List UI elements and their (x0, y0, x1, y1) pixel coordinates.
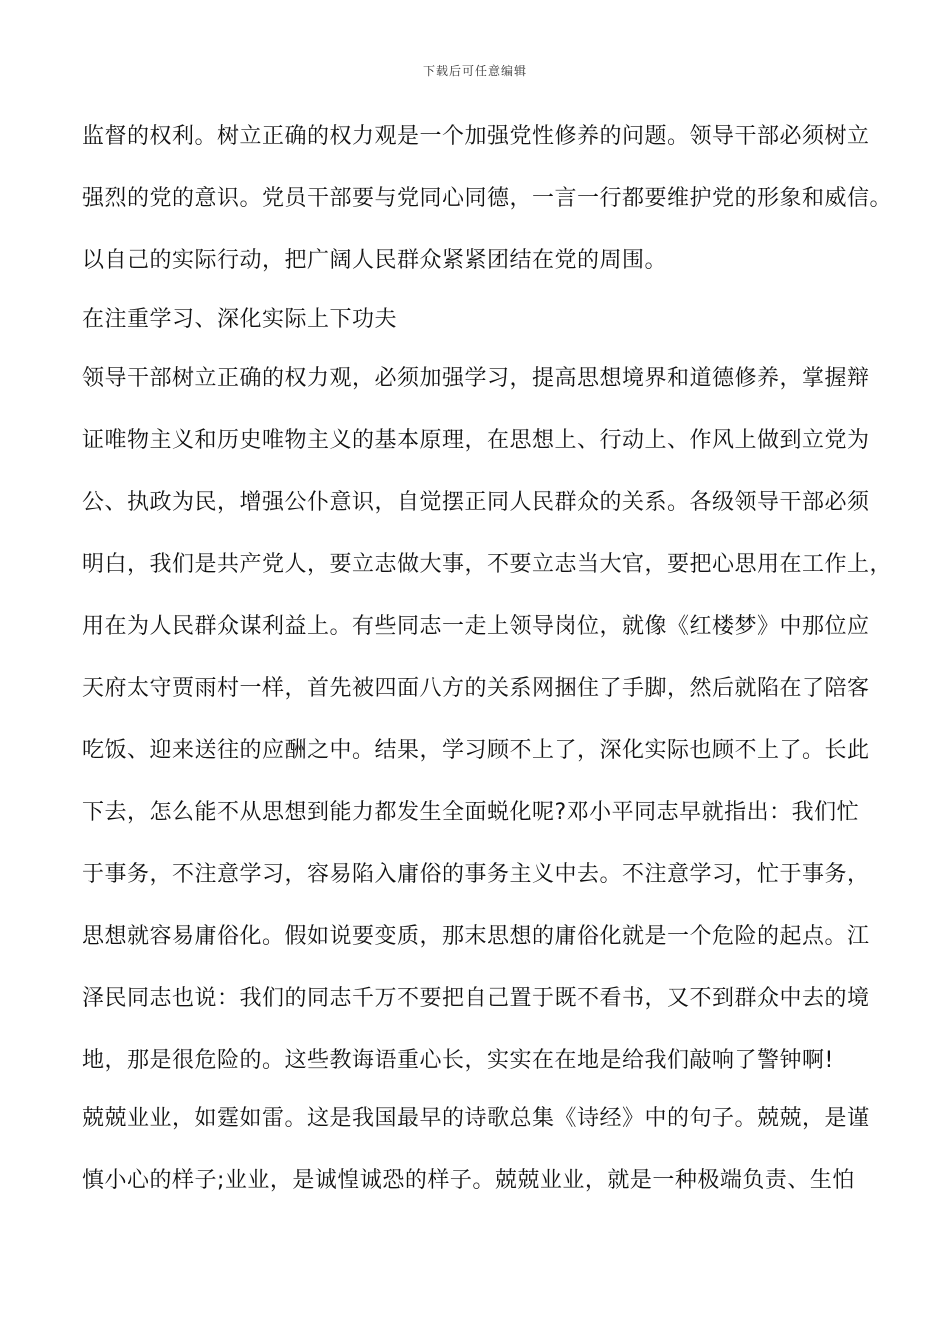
body-line-15: 泽民同志也说：我们的同志千万不要把自己置于既不看书，又不到群众中去的境 (82, 986, 870, 1011)
body-line-14: 思想就容易庸俗化。假如说要变质，那末思想的庸俗化就是一个危险的起点。江 (82, 924, 870, 949)
body-line-1: 监督的权利。树立正确的权力观是一个加强党性修养的问题。领导干部必须树立 (82, 124, 870, 149)
body-line-6: 证唯物主义和历史唯物主义的基本原理，在思想上、行动上、作风上做到立党为 (82, 428, 870, 453)
body-line-2: 强烈的党的意识。党员干部要与党同心同德，一言一行都要维护党的形象和威信。 (82, 186, 893, 211)
body-line-18: 慎小心的样子;业业，是诚惶诚恐的样子。兢兢业业，就是一种极端负责、生怕 (82, 1168, 855, 1193)
body-line-12: 下去，怎么能不从思想到能力都发生全面蜕化呢?邓小平同志早就指出：我们忙 (82, 800, 860, 825)
body-line-13: 于事务，不注意学习，容易陷入庸俗的事务主义中去。不注意学习，忙于事务， (82, 862, 870, 887)
body-line-17: 兢兢业业，如霆如雷。这是我国最早的诗歌总集《诗经》中的句子。兢兢，是谨 (82, 1106, 870, 1131)
body-line-5: 领导干部树立正确的权力观，必须加强学习，提高思想境界和道德修养，掌握辩 (82, 366, 870, 391)
body-line-10: 天府太守贾雨村一样，首先被四面八方的关系网捆住了手脚，然后就陷在了陪客 (82, 676, 870, 701)
body-line-9: 用在为人民群众谋利益上。有些同志一走上领导岗位，就像《红楼梦》中那位应 (82, 614, 870, 639)
body-line-8: 明白，我们是共产党人，要立志做大事，不要立志当大官，要把心思用在工作上， (82, 552, 893, 577)
section-heading: 在注重学习、深化实际上下功夫 (82, 307, 398, 332)
body-line-11: 吃饭、迎来送往的应酬之中。结果，学习顾不上了，深化实际也顾不上了。长此 (82, 738, 870, 763)
body-line-16: 地，那是很危险的。这些教诲语重心长，实实在在地是给我们敲响了警钟啊! (82, 1048, 834, 1073)
body-line-3: 以自己的实际行动，把广阔人民群众紧紧团结在党的周围。 (82, 248, 668, 273)
page-header: 下载后可任意编辑 (422, 64, 527, 78)
body-line-7: 公、执政为民，增强公仆意识，自觉摆正同人民群众的关系。各级领导干部必须 (82, 490, 870, 515)
